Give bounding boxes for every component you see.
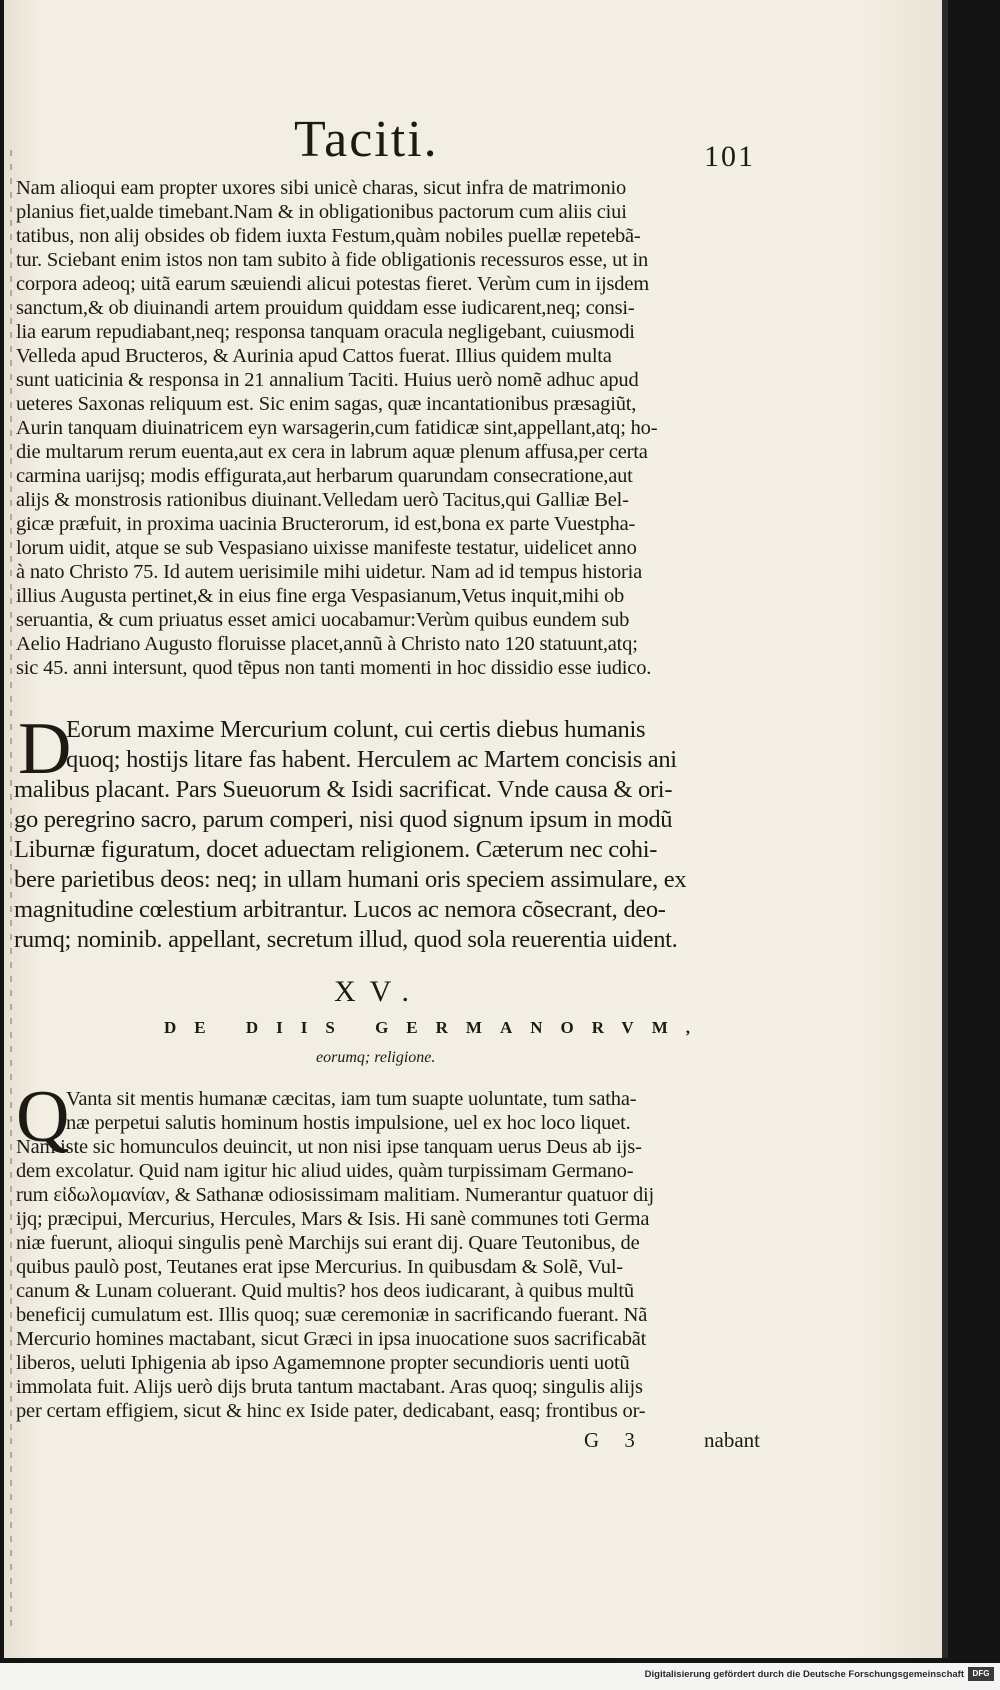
chapter-number: XV. bbox=[334, 975, 423, 1008]
text-line: Aelio Hadriano Augusto floruisse placet,annũ à Christo nato 120 statuunt,atq; bbox=[16, 633, 638, 655]
text-line: die multarum rerum euenta,aut ex cera in labrum aquæ plenum affusa,per certa bbox=[16, 441, 648, 463]
text-line: liberos, ueluti Iphigenia ab ipso Agamemnone propter secundioris uenti uotũ bbox=[16, 1352, 630, 1374]
drop-cap-initial: D bbox=[18, 708, 72, 790]
text-line: Vanta sit mentis humanæ cæcitas, iam tum suapte uoluntate, tum satha- bbox=[66, 1088, 637, 1110]
text-line: Liburnæ figuratum, docet aduectam religionem. Cæterum nec cohi- bbox=[14, 836, 658, 863]
footer-bar bbox=[0, 1663, 1000, 1690]
text-line: Nam iste sic homunculos deuincit, ut non nisi ipse tanquam uerus Deus ab ijs- bbox=[16, 1136, 642, 1158]
text-line: magnitudine cœlestium arbitrantur. Lucos ac nemora cõsecrant, deo- bbox=[14, 896, 666, 923]
text-line: lia earum repudiabant,neq; responsa tanquam oracula negligebant, cuiusmodi bbox=[16, 321, 635, 343]
text-line: beneficij cumulatum est. Illis quoq; suæ ceremoniæ in sacrificando fuerant. Nã bbox=[16, 1304, 648, 1326]
signature-mark: G 3 bbox=[584, 1428, 645, 1452]
text-line: rumq; nominib. appellant, secretum illud, quod sola reuerentia uident. bbox=[14, 926, 678, 953]
text-line: Nam alioqui eam propter uxores sibi unicè charas, sicut infra de matrimonio bbox=[16, 177, 627, 199]
page-edge bbox=[942, 0, 948, 1658]
text-line: à nato Christo 75. Id autem uerisimile mihi uidetur. Nam ad id tempus historia bbox=[16, 561, 643, 583]
text-line: tatibus, non alij obsides ob fidem iuxta Festum,quàm nobiles puellæ repetebã- bbox=[16, 225, 641, 247]
text-line: ijq; præcipui, Mercurius, Hercules, Mars & Isis. Hi sanè communes toti Germa bbox=[16, 1208, 650, 1230]
text-line: dem excolatur. Quid nam igitur hic aliud uides, quàm turpissimam Germano- bbox=[16, 1160, 634, 1182]
drop-cap-initial: Q bbox=[16, 1076, 70, 1158]
text-line: Velleda apud Bructeros, & Aurinia apud Cattos fuerat. Illius quidem multa bbox=[16, 345, 612, 367]
text-line: sic 45. anni intersunt, quod tẽpus non tanti momenti in hoc dissidio esse iudico. bbox=[16, 657, 652, 679]
book-page bbox=[4, 0, 942, 1658]
catchword: nabant bbox=[704, 1428, 760, 1452]
text-line: carmina uarijsq; modis effigurata,aut herbarum quarundam consecratione,aut bbox=[16, 465, 633, 487]
text-line: sunt uaticinia & responsa in 21 annalium Taciti. Huius uerò nomẽ adhuc apud bbox=[16, 369, 639, 391]
funding-credit: Digitalisierung gefördert durch die Deutsche Forschungsgemeinschaft bbox=[644, 1669, 964, 1680]
text-line: Eorum maxime Mercurium colunt, cui certis diebus humanis bbox=[66, 716, 646, 743]
text-line: illius Augusta pertinet,& in eius fine erga Vespasianum,Vetus inquit,mihi ob bbox=[16, 585, 625, 607]
running-head: Taciti. bbox=[294, 111, 439, 168]
text-line: niæ fuerunt, alioqui singulis penè Marchijs sui erant dij. Quare Teutonibus, de bbox=[16, 1232, 640, 1254]
text-line: planius fiet,ualde timebant.Nam & in obligationibus pactorum cum aliis ciui bbox=[16, 201, 627, 223]
text-line: Mercurio homines mactabant, sicut Græci in ipsa inuocatione suos sacrificabãt bbox=[16, 1328, 647, 1350]
text-line: bere parietibus deos: neq; in ullam humani oris speciem assimulare, ex bbox=[14, 866, 687, 893]
text-line: corpora adeoq; uitã earum sæuiendi alicui potestas fieret. Verùm cum in ijsdem bbox=[16, 273, 650, 295]
text-line: ueteres Saxonas reliquum est. Sic enim sagas, quæ incantationibus præsagiũt, bbox=[16, 393, 637, 415]
text-line: gicæ præfuit, in proxima uacinia Bructerorum, id est,bona ex parte Vuestpha- bbox=[16, 513, 636, 535]
chapter-title: DE DIIS GERMANORVM, bbox=[164, 1018, 708, 1037]
text-line: alijs & monstrosis rationibus diuinant.Velledam uerò Tacitus,qui Galliæ Bel- bbox=[16, 489, 629, 511]
text-line: malibus placant. Pars Sueuorum & Isidi sacrificat. Vnde causa & ori- bbox=[14, 776, 673, 803]
text-line: Aurin tanquam diuinatricem eyn warsagerin,cum fatidicæ sint,appellant,atq; ho- bbox=[16, 417, 658, 439]
dfg-logo: DFG bbox=[968, 1667, 994, 1681]
folio-number: 101 bbox=[704, 140, 755, 173]
text-line: rum εἰδωλομανίαν, & Sathanæ odiosissimam malitiam. Numerantur quatuor dij bbox=[16, 1184, 655, 1206]
text-line: per certam effigiem, sicut & hinc ex Iside pater, dedicabant, easq; frontibus or- bbox=[16, 1400, 646, 1422]
margin-rule bbox=[10, 150, 12, 1630]
text-line: go peregrino sacro, parum comperi, nisi quod signum ipsum in modũ bbox=[14, 806, 673, 833]
text-line: quibus paulò post, Teutanes erat ipse Mercurius. In quibusdam & Solẽ, Vul- bbox=[16, 1256, 623, 1278]
text-line: sanctum,& ob diuinandi artem prouidum quiddam esse iudicarent,neq; consi- bbox=[16, 297, 635, 319]
chapter-subtitle: eorumq; religione. bbox=[316, 1049, 436, 1066]
text-line: seruantia, & cum priuatus esset amici uocabamur:Verùm quibus eundem sub bbox=[16, 609, 630, 631]
text-line: quoq; hostijs litare fas habent. Herculem ac Martem concisis ani bbox=[66, 746, 677, 773]
text-line: immolata fuit. Alijs uerò dijs bruta tantum mactabant. Aras quoq; singulis alijs bbox=[16, 1376, 643, 1398]
text-line: næ perpetui salutis hominum hostis impulsione, uel ex hoc loco liquet. bbox=[66, 1112, 631, 1134]
text-line: tur. Sciebant enim istos non tam subito à fide obligationis recessuros esse, ut in bbox=[16, 249, 649, 271]
text-line: lorum uidit, atque se sub Vespasiano uixisse manifeste testatur, uidelicet anno bbox=[16, 537, 637, 559]
text-line: canum & Lunam coluerant. Quid multis? hos deos iudicarant, à quibus multũ bbox=[16, 1280, 634, 1302]
